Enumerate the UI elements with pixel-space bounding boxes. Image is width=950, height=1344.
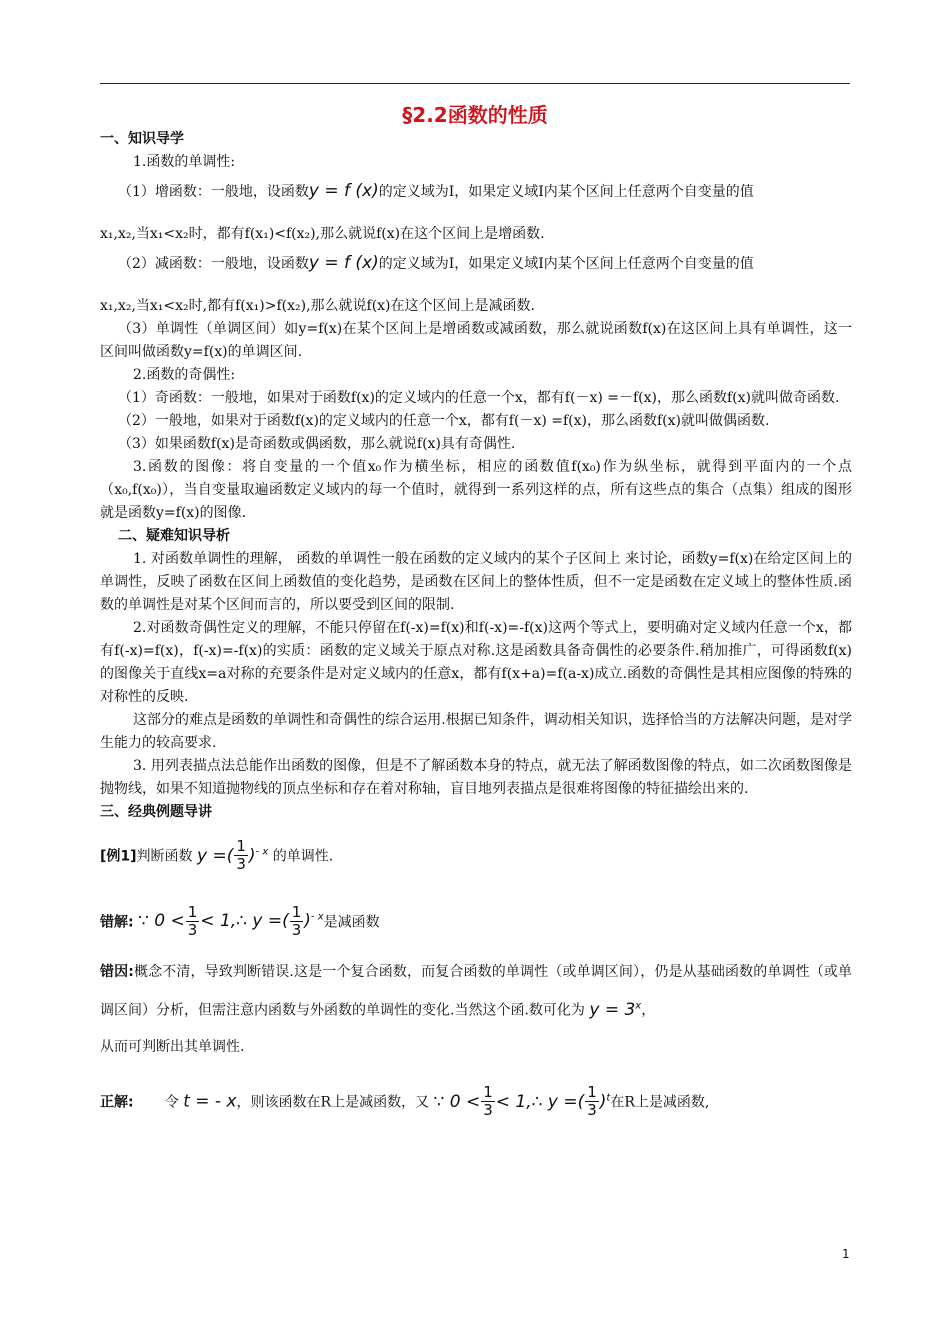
right-solution: 正解: 令 t = - x，则该函数在R上是减函数，又 ∵ 0 < $\frac{1}{3}$ < 1,∴ y =( $\frac{1}{3}$ )$^t$在R上是减函数, <box>100 1083 710 1120</box>
fx-formula: y = f (x) <box>308 181 379 201</box>
monotonicity-title: 1.函数的单调性: <box>133 154 236 170</box>
error-cause: 错因:概念不清，导致判断错误.这是一个复合函数，而复合函数的单调性（或单调区间），仍是从基础函数的单调性（或单调区间）分析，但需注意内函数与外函数的单调性的变化.当然这个函.数可化为 $y = 3^x$， <box>100 964 852 1020</box>
error-cause-end: 从而可判断出其单调性. <box>100 1038 245 1055</box>
example-formula: y =( $\frac{1}{3}$ )$^{- x}$ <box>197 837 269 874</box>
section-heading-3: 三、经典例题导讲 <box>100 804 212 820</box>
t-formula: t = - x <box>183 1091 237 1112</box>
analysis-p2: 2.对函数奇偶性定义的理解，不能只停留在f(-x)=f(x)和f(-x)=-f(x)这两个等式上，要明确对定义域内任意一个x，都有f(-x)=f(x)，f(-x)=-f(x)的实质：函数的定义域关于原点对称.这是函数具备奇偶性的必要条件.稍加推广，可得函数f(x)的图像关于直线x=a对称的充要条件是对定义域内的任意x，都有f(x+a)=f(a-x)成立.函数的奇偶性是其相应图像的特殊的对称性的反映. <box>100 620 852 705</box>
graph-def: 3.函数的图像：将自变量的一个值x₀作为横坐标，相应的函数值f(x₀)作为纵坐标，就得到平面内的一个点（x₀,f(x₀)），当自变量取遍函数定义域内的每一个值时，就得到一系列这样的点，所有这些点的集合（点集）组成的图形就是函数y=f(x)的图像. <box>100 459 852 521</box>
document-body <box>100 128 852 1125</box>
odd-function-def: （1）奇函数：一般地，如果对于函数f(x)的定义域内的任意一个x，都有f(－x) =－f(x)，那么函数f(x)就叫做奇函数. <box>118 390 840 406</box>
analysis-p4: 3. 用列表描点法总能作出函数的图像，但是不了解函数本身的特点，就无法了解函数图像的特点，如二次函数图像是抛物线，如果不知道抛物线的顶点坐标和存在着对称轴，盲目地列表描点是很难将图像的特征描绘出来的. <box>100 758 852 797</box>
right-formula: ∵ 0 < $\frac{1}{3}$ < 1,∴ y =( $\frac{1}{3}$ )$^t$ <box>433 1083 611 1120</box>
decreasing-def-cont: x₁,x₂,当x₁<x₂时,都有f(x₁)>f(x₂),那么就说f(x)在这个区间上是减函数. <box>100 298 535 314</box>
increasing-def: （1）增函数：一般地，设函数y = f (x)的定义域为I，如果定义域I内某个区间上任意两个自变量的值 <box>118 181 754 201</box>
fx-formula-2: y = f (x) <box>308 253 379 273</box>
section-heading-1: 一、知识导学 <box>100 131 184 147</box>
parity-def: （3）如果函数f(x)是奇函数或偶函数，那么就说f(x)具有奇偶性. <box>118 436 516 452</box>
decreasing-def: （2）减函数：一般地，设函数y = f (x)的定义域为I，如果定义域I内某个区间上任意两个自变量的值 <box>118 253 754 273</box>
monotonic-interval: （3）单调性（单调区间）如y=f(x)在某个区间上是增函数或减函数，那么就说函数f(x)在这区间上具有单调性，这一区间叫做函数y=f(x)的单调区间. <box>100 321 852 360</box>
wrong-formula: ∵ 0 < $\frac{1}{3}$ < 1,∴ y =( $\frac{1}{3}$ )$^{- x}$ <box>138 902 324 939</box>
even-function-def: （2）一般地，如果对于函数f(x)的定义域内的任意一个x，都有f(－x) =f(x)，那么函数f(x)就叫做偶函数. <box>118 413 770 429</box>
analysis-p3: 这部分的难点是函数的单调性和奇偶性的综合运用.根据已知条件，调动相关知识，选择恰当的方法解决问题，是对学生能力的较高要求. <box>100 712 852 751</box>
y-3x-formula: $y = 3^x$ <box>589 999 642 1020</box>
analysis-p1: 1. 对函数单调性的理解， 函数的单调性一般在函数的定义域内的某个子区间上 来讨论，函数y=f(x)在给定区间上的单调性，反映了函数在区间上函数值的变化趋势，是函数在区间上的整体性质，但不一定是函数在定义域上的整体性质.函数的单调性是对某个区间而言的，所以要受到区间的限制. <box>100 551 852 613</box>
page-number: 1 <box>842 1247 850 1261</box>
wrong-solution: 错解: ∵ 0 < $\frac{1}{3}$ < 1,∴ y =( $\frac{1}{3}$ )$^{- x}$是减函数 <box>100 902 380 939</box>
increasing-def-cont: x₁,x₂,当x₁<x₂时，都有f(x₁)<f(x₂),那么就说f(x)在这个区间上是增函数. <box>100 226 545 242</box>
page-title: §2.2函数的性质 <box>402 103 548 127</box>
header-rule <box>100 83 850 84</box>
example-1: [例1]判断函数 y =( $\frac{1}{3}$ )$^{- x}$ 的单调性. <box>100 837 334 874</box>
section-heading-2: 二、疑难知识导析 <box>118 528 230 544</box>
parity-title: 2.函数的奇偶性: <box>133 367 236 383</box>
